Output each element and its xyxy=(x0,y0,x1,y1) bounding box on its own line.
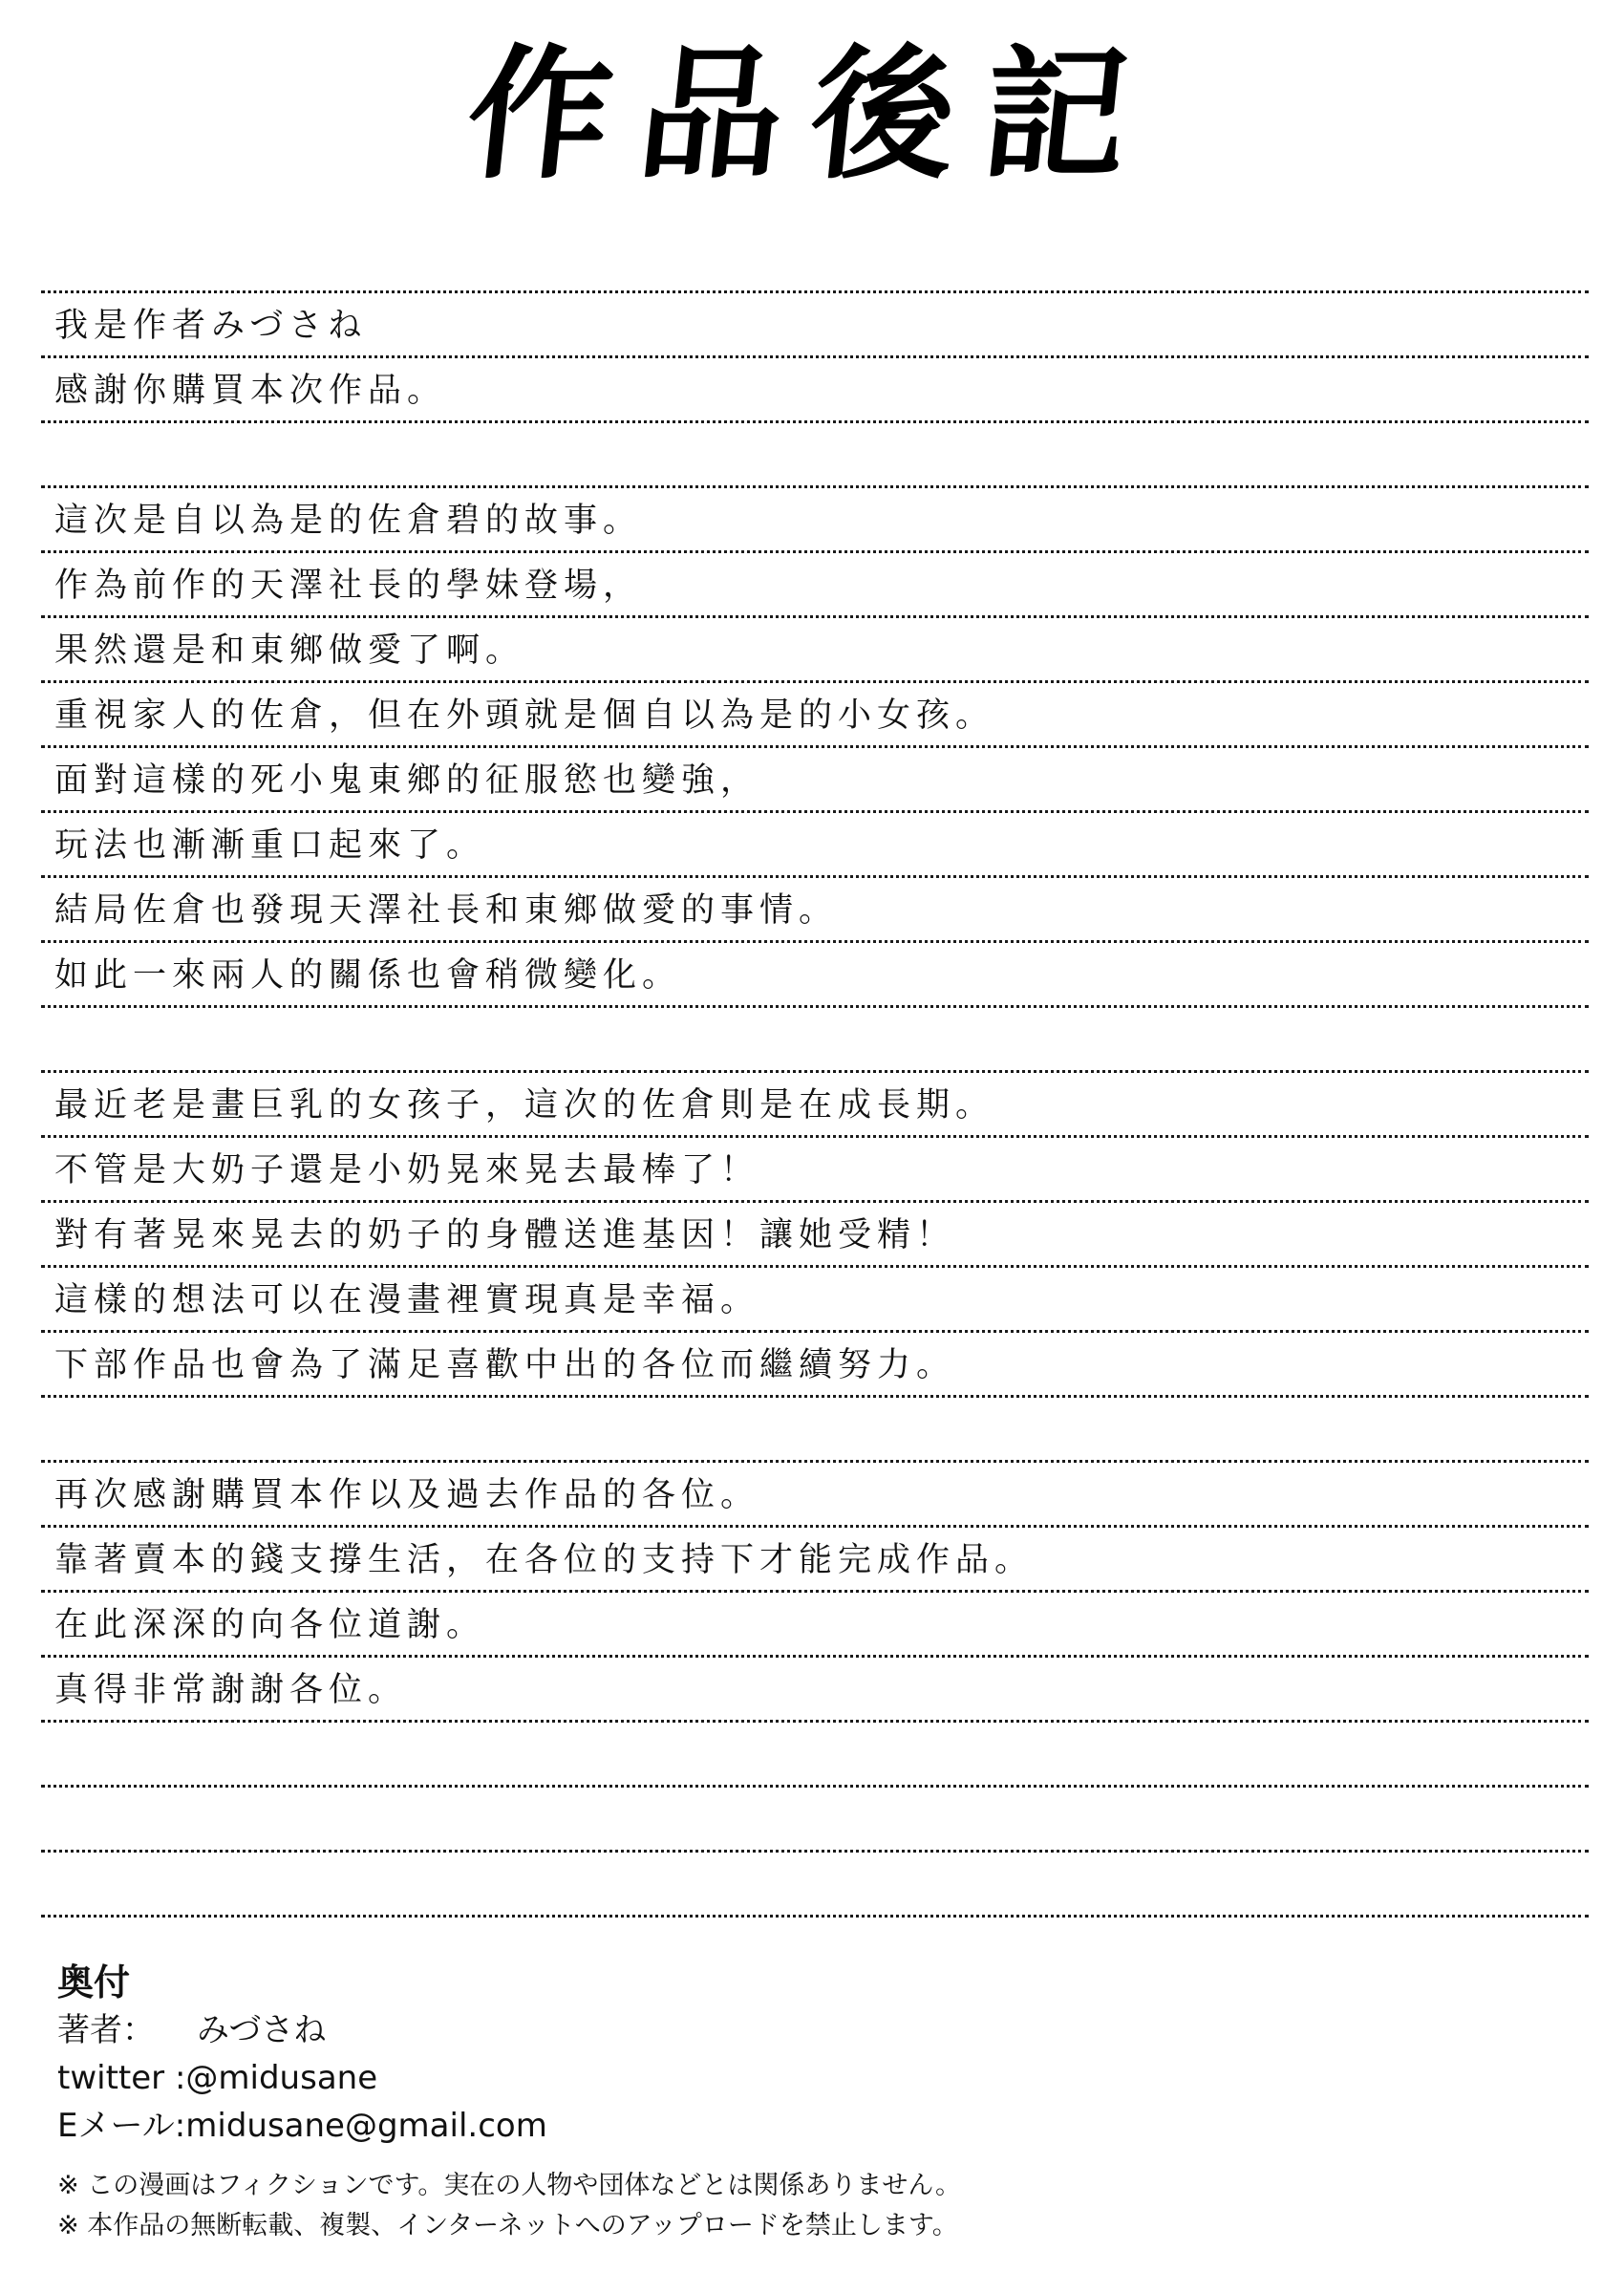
text-line: 靠著賣本的錢支撐生活，在各位的支持下才能完成作品。 xyxy=(41,1529,1589,1593)
email-row xyxy=(57,2102,1567,2150)
author-row xyxy=(57,2006,1567,2054)
colophon xyxy=(57,1959,1567,2150)
text-line: 這樣的想法可以在漫畫裡實現真是幸福。 xyxy=(41,1269,1589,1333)
twitter-label: twitter : xyxy=(57,2059,186,2097)
page-title: 作品後記 xyxy=(459,31,1165,199)
author-label: 著者： xyxy=(57,2011,155,2049)
text-line: 如此一來兩人的關係也會稍微變化。 xyxy=(41,944,1589,1008)
text-line: 對有著晃來晃去的奶子的身體送進基因！讓她受精！ xyxy=(41,1204,1589,1268)
email-address: midusane@gmail.com xyxy=(185,2107,547,2145)
text-line xyxy=(41,1399,1589,1463)
text-line: 最近老是畫巨乳的女孩子，這次的佐倉則是在成長期。 xyxy=(41,1074,1589,1138)
text-line xyxy=(41,1009,1589,1073)
email-label: Eメール: xyxy=(57,2107,186,2145)
text-line xyxy=(41,229,1589,293)
author-name: みづさね xyxy=(197,2011,327,2049)
text-line: 作為前作的天澤社長的學妹登場， xyxy=(41,554,1589,618)
text-line xyxy=(41,1789,1589,1853)
text-line: 面對這樣的死小鬼東鄉的征服慾也變強， xyxy=(41,749,1589,813)
text-line: 下部作品也會為了滿足喜歡中出的各位而繼續努力。 xyxy=(41,1334,1589,1398)
text-line: 玩法也漸漸重口起來了。 xyxy=(41,814,1589,878)
twitter-handle: @midusane xyxy=(185,2059,378,2097)
text-line: 果然還是和東鄉做愛了啊。 xyxy=(41,619,1589,683)
text-line: 在此深深的向各位道謝。 xyxy=(41,1594,1589,1658)
text-line: 真得非常謝謝各位。 xyxy=(41,1659,1589,1723)
text-line xyxy=(41,1724,1589,1788)
text-line xyxy=(41,1854,1589,1918)
text-line: 再次感謝購買本作以及過去作品的各位。 xyxy=(41,1464,1589,1528)
fiction-notice: ※ この漫画はフィクションです。実在の人物や団体などとは関係ありません。 xyxy=(57,2171,961,2200)
text-line: 感謝你購買本次作品。 xyxy=(41,359,1589,423)
text-line: 重視家人的佐倉，但在外頭就是個自以為是的小女孩。 xyxy=(41,684,1589,748)
copyright-notice: ※ 本作品の無断転載、複製、インターネットへのアップロードを禁止します。 xyxy=(57,2211,958,2240)
twitter-row xyxy=(57,2054,1567,2102)
text-line: 我是作者みづさね xyxy=(41,294,1589,358)
text-line: 這次是自以為是的佐倉碧的故事。 xyxy=(41,489,1589,553)
text-line xyxy=(41,424,1589,488)
text-line: 不管是大奶子還是小奶晃來晃去最棒了！ xyxy=(41,1139,1589,1203)
text-line: 結局佐倉也發現天澤社長和東鄉做愛的事情。 xyxy=(41,879,1589,943)
colophon-heading: 奥付 xyxy=(57,1961,131,2004)
